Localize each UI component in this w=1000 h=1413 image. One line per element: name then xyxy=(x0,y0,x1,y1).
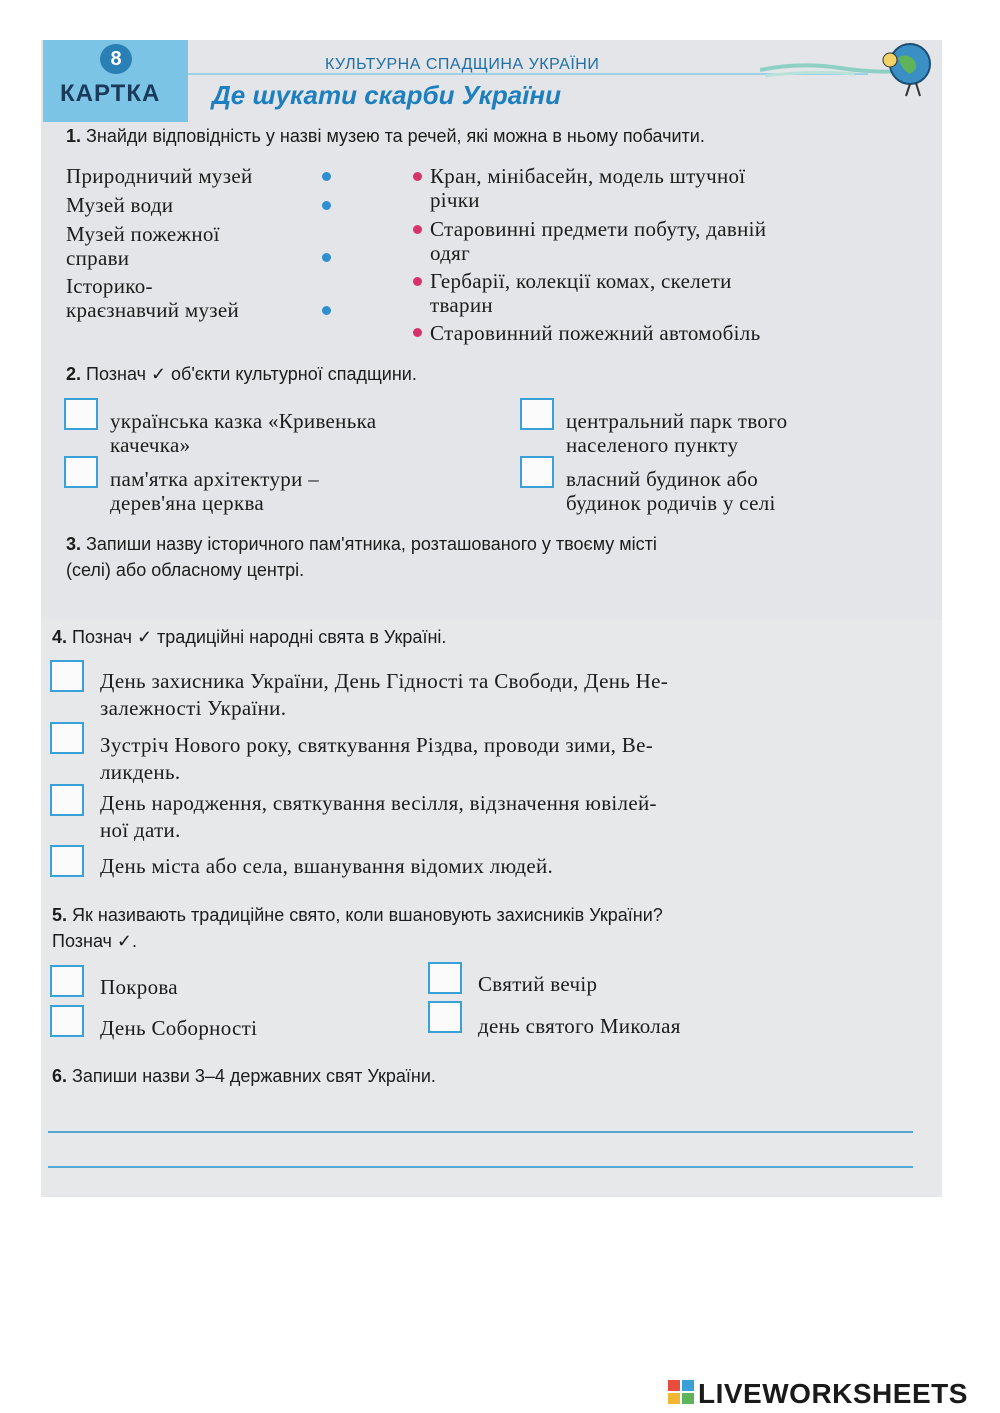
q5-number: 5. xyxy=(52,905,68,925)
q3-number: 3. xyxy=(66,534,82,554)
q2-number: 2. xyxy=(66,364,82,384)
q5-option-1: Покрова xyxy=(100,975,178,999)
q1-right-3a: Гербарії, колекції комах, скелети xyxy=(430,269,732,293)
q2-option-1b: качечка» xyxy=(110,433,191,457)
liveworksheets-logo-icon xyxy=(668,1380,696,1406)
q2-checkbox-4[interactable] xyxy=(520,456,554,488)
q5-prompt-line1 xyxy=(52,905,663,926)
match-dot-left-2[interactable] xyxy=(322,201,331,210)
q4-number: 4. xyxy=(52,627,68,647)
answer-line-1[interactable] xyxy=(48,1131,913,1133)
match-dot-left-1[interactable] xyxy=(322,172,331,181)
q1-right-2b: одяг xyxy=(430,241,471,265)
q1-right-3b: тварин xyxy=(430,293,493,317)
q4-checkbox-3[interactable] xyxy=(50,784,84,816)
q2-option-2a: пам'ятка архітектури – xyxy=(110,467,319,491)
q2-option-2b: дерев'яна церква xyxy=(110,491,265,515)
q2-checkbox-3[interactable] xyxy=(520,398,554,430)
q4-option-4: День міста або села, вшанування відомих людей. xyxy=(100,854,554,878)
q2-option-3a: центральний парк твого xyxy=(566,409,788,433)
q1-left-3b: справи xyxy=(66,246,130,270)
q1-left-3a: Музей пожежної xyxy=(66,222,220,246)
q6-text: Запиши назви 3–4 державних свят України. xyxy=(72,1066,436,1086)
q3-prompt-line1 xyxy=(66,534,657,555)
match-dot-right-3[interactable] xyxy=(413,277,422,286)
q1-prompt xyxy=(66,126,705,147)
q4-text: Познач ✓ традиційні народні свята в Україні. xyxy=(72,627,447,647)
match-dot-right-2[interactable] xyxy=(413,225,422,234)
q1-left-2: Музей води xyxy=(66,193,174,217)
q3-text-1: Запиши назву історичного пам'ятника, розташованого у твоєму місті xyxy=(86,534,657,554)
q2-text: Познач ✓ об'єкти культурної спадщини. xyxy=(86,364,417,384)
q1-right-4: Старовинний пожежний автомобіль xyxy=(430,321,761,345)
q5-checkbox-2[interactable] xyxy=(50,1005,84,1037)
q2-option-3b: населеного пункту xyxy=(566,433,739,457)
q4-option-1a: День захисника України, День Гідності та Свободи, День Не- xyxy=(100,669,669,693)
q1-text: Знайди відповідність у назві музею та речей, які можна в ньому побачити. xyxy=(86,126,705,146)
q2-checkbox-2[interactable] xyxy=(64,456,98,488)
q4-prompt xyxy=(52,627,446,648)
q5-option-2: День Соборності xyxy=(100,1016,258,1040)
match-dot-left-4[interactable] xyxy=(322,306,331,315)
globe-mascot-icon xyxy=(760,40,940,102)
q1-right-1a: Кран, мінібасейн, модель штучної xyxy=(430,164,746,188)
q4-checkbox-4[interactable] xyxy=(50,845,84,877)
q5-text-1: Як називають традиційне свято, коли вшановують захисників України? xyxy=(72,905,663,925)
match-dot-right-1[interactable] xyxy=(413,172,422,181)
q5-checkbox-4[interactable] xyxy=(428,1001,462,1033)
q1-left-1: Природничий музей xyxy=(66,164,253,188)
match-dot-left-3[interactable] xyxy=(322,253,331,262)
q6-prompt xyxy=(52,1066,436,1087)
q2-option-1a: українська казка «Кривенька xyxy=(110,409,377,433)
q6-number: 6. xyxy=(52,1066,68,1086)
q4-option-2b: ликдень. xyxy=(100,760,181,784)
q4-option-1b: залежності України. xyxy=(100,696,287,720)
answer-line-2[interactable] xyxy=(48,1166,913,1168)
q5-option-4: день святого Миколая xyxy=(478,1014,681,1038)
q1-right-2a: Старовинні предмети побуту, давній xyxy=(430,217,767,241)
page-title: Де шукати скарби України xyxy=(212,80,562,110)
q2-prompt xyxy=(66,364,417,385)
q2-checkbox-1[interactable] xyxy=(64,398,98,430)
q4-checkbox-1[interactable] xyxy=(50,660,84,692)
subject-title: КУЛЬТУРНА СПАДЩИНА УКРАЇНИ xyxy=(325,56,600,73)
q4-option-2a: Зустріч Нового року, святкування Різдва, проводи зими, Ве- xyxy=(100,733,653,757)
q1-left-4a: Історико- xyxy=(66,274,153,298)
q4-option-3b: ної дати. xyxy=(100,818,181,842)
q2-option-4b: будинок родичів у селі xyxy=(566,491,776,515)
q5-checkbox-1[interactable] xyxy=(50,965,84,997)
card-number: 8 xyxy=(100,44,132,74)
q1-left-4b: краєзнавчий музей xyxy=(66,298,240,322)
q3-text-2: (селі) або обласному центрі. xyxy=(66,560,305,580)
q5-text-2: Познач ✓. xyxy=(52,931,138,951)
q1-number: 1. xyxy=(66,126,82,146)
q5-checkbox-3[interactable] xyxy=(428,962,462,994)
q2-option-4a: власний будинок або xyxy=(566,467,759,491)
card-word: КАРТКА xyxy=(60,80,161,107)
liveworksheets-watermark: LIVEWORKSHEETS xyxy=(698,1378,968,1409)
q4-checkbox-2[interactable] xyxy=(50,722,84,754)
q5-option-3: Святий вечір xyxy=(478,972,598,996)
q4-option-3a: День народження, святкування весілля, відзначення ювілей- xyxy=(100,791,657,815)
q1-right-1b: річки xyxy=(430,188,480,212)
match-dot-right-4[interactable] xyxy=(413,328,422,337)
